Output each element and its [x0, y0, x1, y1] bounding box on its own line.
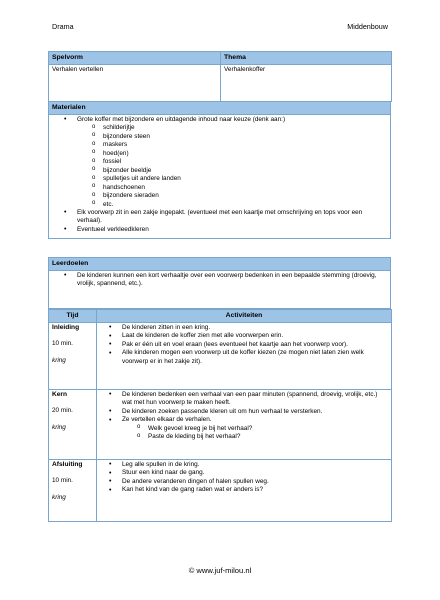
sub-list-item-text: bijzonder beeldje [103, 166, 152, 174]
materialen-item-text: Eventueel verkleedkleren [77, 225, 149, 233]
subject-label: Drama [52, 22, 74, 31]
activiteit-item [122, 391, 388, 408]
activiteit-item-text: Laat de kinderen de koffer zien met alle voorwerpen erin. [122, 332, 284, 340]
activiteiten-list [100, 461, 388, 495]
schedule-row [49, 389, 392, 459]
activiteiten-cell [97, 389, 392, 459]
sub-list-item-text: handschoenen [103, 183, 145, 191]
materialen-table [48, 101, 391, 239]
sub-list [122, 425, 388, 442]
sub-list-item [103, 167, 387, 175]
materialen-item-text: Grote koffer met bijzondere en uitdagende inhoud naar keuze (denk aan:) [77, 115, 286, 123]
phase-label: Afsluiting [52, 460, 83, 468]
materialen-item [77, 226, 387, 234]
leerdoelen-list [52, 272, 387, 289]
phase-minutes: 10 min. [52, 339, 73, 347]
leerdoel-item-text: De kinderen kunnen een kort verhaaltje over een voorwerp bedenken in een bepaalde stemming (droevig, vrolijk, spannend, etc.). [77, 271, 377, 288]
phase-place: kring [52, 357, 66, 365]
activiteit-item [122, 341, 388, 349]
phase-label: Kern [52, 390, 68, 398]
sub-list-item [103, 133, 387, 141]
leerdoelen-table [48, 257, 391, 309]
schedule-row [49, 322, 392, 389]
sub-list-item [103, 184, 387, 192]
sub-list-item [103, 192, 387, 200]
activiteit-item-text: Alle kinderen mogen een voorwerp uit de koffer kiezen (ze mogen niet laten zien welk voorwerp er in het zakje zit). [122, 349, 364, 365]
sub-list-item [103, 175, 387, 183]
sub-list-item [103, 158, 387, 166]
schedule-row [49, 459, 392, 521]
sub-list-item [103, 141, 387, 149]
spelvorm-header: Spelvorm [49, 52, 221, 65]
sub-list-item-text: hoed(en) [103, 149, 129, 157]
footer-copyright: © www.juf-milou.nl [188, 566, 252, 575]
phase-minutes: 20 min. [52, 406, 73, 414]
activiteit-item [122, 408, 388, 416]
activiteiten-header: Activiteiten [97, 310, 392, 323]
sub-list-item-text: bijzondere sieraden [103, 192, 159, 200]
spelvorm-value: Verhalen vertellen [49, 64, 221, 101]
sub-list-item-text: Welk gevoel kreeg je bij het verhaal? [148, 424, 253, 432]
activiteit-item-text: Stuur een kind naar de gang. [122, 469, 205, 477]
leerdoelen-body [49, 270, 391, 308]
materialen-item [77, 209, 387, 226]
tijd-header: Tijd [49, 310, 97, 323]
activiteit-item-text: Kan het kind van de gang raden wat er anders is? [122, 486, 264, 494]
materialen-header: Materialen [49, 102, 391, 115]
sub-list-item-text: etc. [103, 200, 114, 208]
sub-list-item-text: bijzondere steen [103, 132, 150, 140]
activiteit-item-text: Pak er één uit en voel eraan (lees eventueel het kaartje aan het voorwerp voor). [122, 340, 348, 348]
activiteiten-cell [97, 459, 392, 521]
activiteit-item [122, 416, 388, 441]
sub-list-item [103, 150, 387, 158]
activiteiten-list [100, 324, 388, 366]
activiteiten-cell [97, 322, 392, 389]
activiteit-item-text: De kinderen zitten in een kring. [122, 323, 211, 331]
group-label: Middenbouw [347, 22, 388, 31]
phase-place: kring [52, 424, 66, 432]
sub-list-item [148, 433, 388, 441]
activiteit-item-text: Ze vertellen elkaar de verhalen. [122, 416, 212, 424]
phase-place: kring [52, 494, 66, 502]
activiteit-item-text: De andere veranderen dingen of halen spullen weg. [122, 477, 269, 485]
phase-label: Inleiding [52, 323, 80, 331]
materialen-list [52, 116, 387, 234]
sub-list-item-text: Paste de kleding bij het verhaal? [148, 433, 241, 441]
leerdoel-item [77, 272, 387, 289]
phase-minutes: 10 min. [52, 476, 73, 484]
sub-list [77, 124, 387, 209]
spelvorm-thema-table [48, 51, 392, 102]
sub-list-item [103, 201, 387, 209]
tijd-cell [49, 389, 97, 459]
sub-list-item-text: maskers [103, 141, 128, 149]
tijd-cell [49, 322, 97, 389]
activiteiten-list [100, 391, 388, 442]
sub-list-item-text: schilderijtje [103, 124, 135, 132]
sub-list-item [148, 425, 388, 433]
sub-list-item-text: fossiel [103, 158, 122, 166]
activiteit-item [122, 324, 388, 332]
sub-list-item [103, 124, 387, 132]
activiteit-item-text: De kinderen zoeken passende kleren uit om hun verhaal te versterken. [122, 407, 323, 415]
activiteit-item [122, 478, 388, 486]
materialen-item [77, 116, 387, 209]
activiteit-item-text: De kinderen bedenken een verhaal van een paar minuten (spannend, droevig, vrolijk, etc.) wat met hun voorwerp te maken heeft. [122, 390, 378, 407]
materialen-item-text: Elk voorwerp zit in een zakje ingepakt. (eventueel met een kaartje met omschrijving en tops voor een verhaal). [77, 208, 363, 225]
activiteiten-table [48, 309, 392, 522]
activiteit-item [122, 349, 388, 366]
activiteit-item [122, 469, 388, 477]
activiteit-item [122, 461, 388, 469]
activiteit-item [122, 332, 388, 340]
tijd-cell [49, 459, 97, 521]
page-header [52, 22, 388, 31]
materialen-body [49, 114, 391, 238]
thema-value: Verhalenkoffer [221, 64, 392, 101]
sub-list-item-text: spulletjes uit andere landen [103, 175, 181, 183]
leerdoelen-header: Leerdoelen [49, 258, 391, 271]
activiteit-item [122, 486, 388, 494]
activiteit-item-text: Leg alle spullen in de kring. [122, 460, 200, 468]
thema-header: Thema [221, 52, 392, 65]
